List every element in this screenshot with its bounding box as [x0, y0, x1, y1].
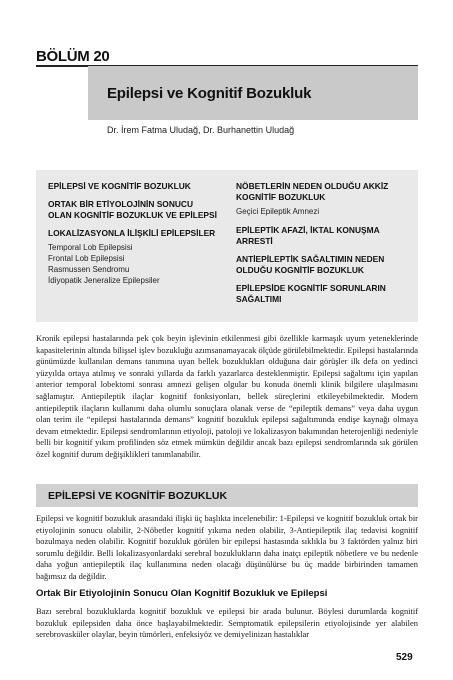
- page-number: 529: [396, 652, 413, 663]
- toc-heading: LOKALİZASYONLA İLİŞKİLİ EPİLEPSİLER: [48, 228, 216, 238]
- toc-heading: ORTAK BİR ETİYOLOJİNİN SONUCU OLAN KOGNİTİF BOZUKLUK VE EPİLEPSİ: [48, 199, 217, 220]
- toc-subitem: Geçici Epileptik Amnezi: [236, 207, 320, 216]
- chapter-label: BÖLÜM 20: [36, 48, 110, 65]
- section-paragraph: Epilepsi ve kognitif bozukluk arasındaki ilişki üç başlıkta incelenebilir: 1-Epilepsi ve kognitif bozukluk ortak bir etiyolojinin sonucu olabilir, 2-Nöbetler kognitif yıkıma neden olabilir, 3-Antiepileptik ilaç tedavisi kognitif bozulmaya neden olabilir. Kognitif bozukluk görülen bir epilepsi hastasında sıklıkla bu 3 faktörden yalnız biri sorumlu değildir. Belli lokalizasyonlardaki serebral bozuklukların daha inatçı epileptik nöbetlere ve bu nedenle daha yoğun antiepileptik ilaç kullanımına neden olacağı düşünülürse bu üç madde birbirinden tamamen bağımsız da değildir.: [36, 513, 418, 581]
- toc-subitem: Temporal Lob Epilepsisi: [48, 243, 133, 252]
- toc-heading: EPİLEPSİ VE KOGNİTİF BOZUKLUK: [48, 181, 191, 191]
- toc-left-column: [48, 181, 218, 294]
- section-title: EPİLEPSİ VE KOGNİTİF BOZUKLUK: [48, 490, 228, 502]
- subsection-paragraph: Bazı serebral bozukluklarda kognitif bozukluk ve epilepsi bir arada bulunur. Böylesi durumlarda kognitif bozukluk epilepsiden daha önce başlayabilmektedir. Semptomatik epilepsilerin etiyolojisinde yer alabilen serebrovasküler olaylar, beyin tümörleri, enfeksiyöz ve demiyelinizan hastalıklar: [36, 606, 418, 640]
- toc-heading: NÖBETLERİN NEDEN OLDUĞU AKKİZ KOGNİTİF BOZUKLUK: [236, 181, 389, 202]
- toc-subitem: Rasmussen Sendromu: [48, 265, 130, 274]
- toc-subitem: İdiyopatik Jeneralize Epilepsiler: [48, 276, 160, 285]
- authors: Dr. İrem Fatma Uludağ, Dr. Burhanettin Uludağ: [107, 125, 295, 135]
- toc-heading: EPİLEPSİDE KOGNİTİF SORUNLARIN SAĞALTIMI: [236, 283, 386, 304]
- toc-right-column: [236, 181, 414, 312]
- toc-subitem: Frontal Lob Epilepsisi: [48, 254, 125, 263]
- toc-heading: ANTİEPİLEPTİK SAĞALTIMIN NEDEN OLDUĞU KOGNİTİF BOZUKLUK: [236, 254, 385, 275]
- toc-heading: EPİLEPTİK AFAZİ, İKTAL KONUŞMA ARRESTİ: [236, 225, 380, 246]
- subsection-title: Ortak Bir Etiyolojinin Sonucu Olan Kognitif Bozukluk ve Epilepsi: [36, 588, 328, 599]
- chapter-title: Epilepsi ve Kognitif Bozukluk: [107, 85, 312, 102]
- intro-paragraph: Kronik epilepsi hastalarında pek çok beyin işlevinin etkilenmesi gibi özellikle karmaşık uyum yeteneklerinde kapasitelerinin altında bilişsel işlev bozukluğu azımsanamayacak ölçüde görülebilmektedir. Epilepsi hastalarında günümüzde kullanılan demans tanımına uyan bellek bozuklukları olduğuna dair görüşler ilk defa on yedinci yüzyılda ortaya atılmış ve sonraki yıllarda da farklı yazarlarca desteklenmiştir. Epilepsi sağaltımı için yapılan anterior temporal lobektomi sonrası amnezi gelişen olgular bu konuda önemli klinik bilgilere ulaşılmasını sağlamıştır. Antiepileptik ilaçlar kognitif fonksiyonları, bellek süreçlerini etkileyebilmektedir. Modern antiepileptik ilaçların kullanımı daha olumlu sonuçlara olanak verse de “epileptik demans” veya daha uygun olan terim ile “epilepsi hastalarında demans” kognitif bozukluk epilepsi sağaltımında endişe kaynağı olmaya devam etmektedir. Epilepsi sendromlarının etiyoloji, patoloji ve lokalizasyon bakımından heterojenliği nedeniyle belli bir kognitif yıkım profilinden söz etmek mümkün değildir ancak bazı epilepsi sendromlarında sık görülen özel kognitif durum değişiklikleri tanımlanabilir.: [36, 333, 418, 459]
